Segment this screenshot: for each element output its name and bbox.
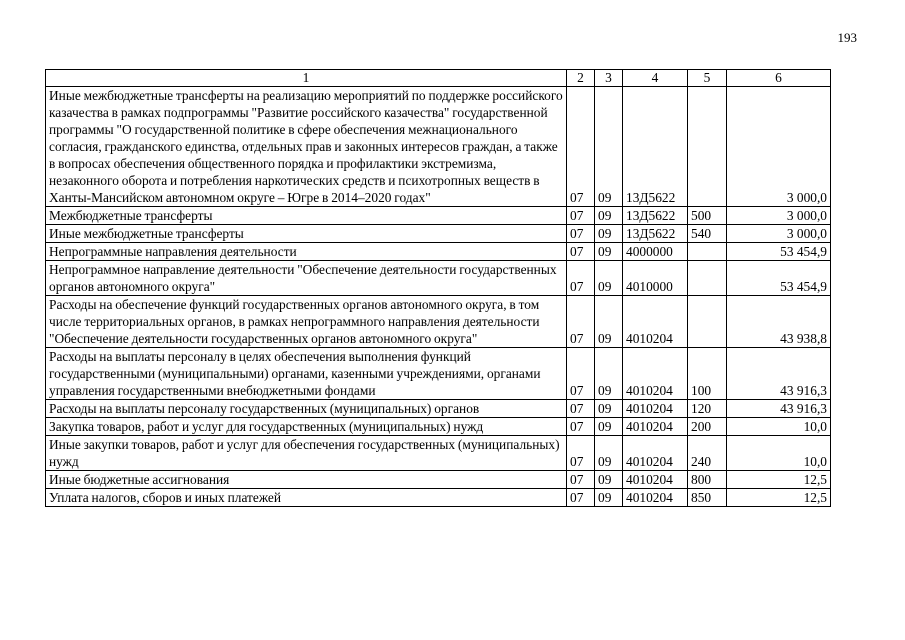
row-name-cell: Непрограммное направление деятельности "Обеспечение деятельности государственных органов автономного округа" <box>46 261 567 296</box>
target-article-cell: 13Д5622 <box>623 225 688 243</box>
expense-type-cell: 800 <box>688 471 727 489</box>
subsection-code-cell: 09 <box>595 489 623 507</box>
column-header: 5 <box>688 70 727 87</box>
expense-type-cell <box>688 261 727 296</box>
subsection-code-cell: 09 <box>595 207 623 225</box>
section-code-cell: 07 <box>567 489 595 507</box>
section-code-cell: 07 <box>567 207 595 225</box>
column-header: 2 <box>567 70 595 87</box>
column-header: 4 <box>623 70 688 87</box>
row-name-cell: Иные межбюджетные трансферты на реализацию мероприятий по поддержке российского казачества в рамках подпрограммы "Развитие российского казачества" государственной программы "О государственной политике в сфере обеспечения межнационального согласия, гражданского единства, отдельных прав и законных интересов граждан, а также в вопросах обеспечения общественного порядка и профилактики экстремизма, незаконного оборота и потребления наркотических средств и психотропных веществ в Ханты-Мансийском автономном округе – Югре в 2014–2020 годах" <box>46 87 567 207</box>
table-row <box>46 207 831 225</box>
target-article-cell: 4010000 <box>623 261 688 296</box>
subsection-code-cell: 09 <box>595 225 623 243</box>
row-name-cell: Иные закупки товаров, работ и услуг для обеспечения государственных (муниципальных) нужд <box>46 436 567 471</box>
section-code-cell: 07 <box>567 400 595 418</box>
section-code-cell: 07 <box>567 225 595 243</box>
expense-type-cell: 100 <box>688 348 727 400</box>
amount-cell: 3 000,0 <box>727 207 831 225</box>
section-code-cell: 07 <box>567 471 595 489</box>
table-body <box>46 87 831 507</box>
target-article-cell: 4010204 <box>623 400 688 418</box>
table-row <box>46 418 831 436</box>
amount-cell: 10,0 <box>727 418 831 436</box>
expense-type-cell: 240 <box>688 436 727 471</box>
budget-table <box>45 69 831 507</box>
target-article-cell: 4000000 <box>623 243 688 261</box>
expense-type-cell <box>688 296 727 348</box>
subsection-code-cell: 09 <box>595 436 623 471</box>
target-article-cell: 4010204 <box>623 436 688 471</box>
expense-type-cell: 540 <box>688 225 727 243</box>
column-header: 1 <box>46 70 567 87</box>
table-row <box>46 436 831 471</box>
expense-type-cell: 500 <box>688 207 727 225</box>
table-row <box>46 489 831 507</box>
target-article-cell: 4010204 <box>623 471 688 489</box>
target-article-cell: 4010204 <box>623 418 688 436</box>
section-code-cell: 07 <box>567 418 595 436</box>
section-code-cell: 07 <box>567 261 595 296</box>
expense-type-cell <box>688 87 727 207</box>
column-header: 6 <box>727 70 831 87</box>
row-name-cell: Непрограммные направления деятельности <box>46 243 567 261</box>
target-article-cell: 4010204 <box>623 348 688 400</box>
subsection-code-cell: 09 <box>595 418 623 436</box>
table-row <box>46 348 831 400</box>
row-name-cell: Межбюджетные трансферты <box>46 207 567 225</box>
row-name-cell: Расходы на выплаты персоналу в целях обеспечения выполнения функций государственными (муниципальными) органами, казенными учреждениями, органами управления государственными внебюджетными фондами <box>46 348 567 400</box>
section-code-cell: 07 <box>567 436 595 471</box>
row-name-cell: Иные бюджетные ассигнования <box>46 471 567 489</box>
amount-cell: 3 000,0 <box>727 87 831 207</box>
section-code-cell: 07 <box>567 87 595 207</box>
target-article-cell: 4010204 <box>623 489 688 507</box>
row-name-cell: Уплата налогов, сборов и иных платежей <box>46 489 567 507</box>
target-article-cell: 13Д5622 <box>623 87 688 207</box>
page-number: 193 <box>837 30 857 45</box>
subsection-code-cell: 09 <box>595 296 623 348</box>
section-code-cell: 07 <box>567 296 595 348</box>
amount-cell: 43 916,3 <box>727 348 831 400</box>
row-name-cell: Закупка товаров, работ и услуг для государственных (муниципальных) нужд <box>46 418 567 436</box>
expense-type-cell: 200 <box>688 418 727 436</box>
row-name-cell: Иные межбюджетные трансферты <box>46 225 567 243</box>
subsection-code-cell: 09 <box>595 400 623 418</box>
amount-cell: 10,0 <box>727 436 831 471</box>
column-header: 3 <box>595 70 623 87</box>
amount-cell: 43 938,8 <box>727 296 831 348</box>
amount-cell: 12,5 <box>727 471 831 489</box>
table-row <box>46 261 831 296</box>
amount-cell: 3 000,0 <box>727 225 831 243</box>
subsection-code-cell: 09 <box>595 261 623 296</box>
subsection-code-cell: 09 <box>595 348 623 400</box>
row-name-cell: Расходы на выплаты персоналу государственных (муниципальных) органов <box>46 400 567 418</box>
table-row <box>46 243 831 261</box>
section-code-cell: 07 <box>567 243 595 261</box>
expense-type-cell: 850 <box>688 489 727 507</box>
table-row <box>46 296 831 348</box>
table-row <box>46 87 831 207</box>
table-row <box>46 225 831 243</box>
expense-type-cell <box>688 243 727 261</box>
subsection-code-cell: 09 <box>595 471 623 489</box>
target-article-cell: 13Д5622 <box>623 207 688 225</box>
expense-type-cell: 120 <box>688 400 727 418</box>
subsection-code-cell: 09 <box>595 243 623 261</box>
amount-cell: 53 454,9 <box>727 243 831 261</box>
table-row <box>46 400 831 418</box>
target-article-cell: 4010204 <box>623 296 688 348</box>
amount-cell: 12,5 <box>727 489 831 507</box>
table-header-row <box>46 70 831 87</box>
subsection-code-cell: 09 <box>595 87 623 207</box>
section-code-cell: 07 <box>567 348 595 400</box>
amount-cell: 53 454,9 <box>727 261 831 296</box>
row-name-cell: Расходы на обеспечение функций государственных органов автономного округа, в том числе территориальных органов, в рамках непрограммного направления деятельности "Обеспечение деятельности государственных органов автономного округа" <box>46 296 567 348</box>
table-row <box>46 471 831 489</box>
amount-cell: 43 916,3 <box>727 400 831 418</box>
